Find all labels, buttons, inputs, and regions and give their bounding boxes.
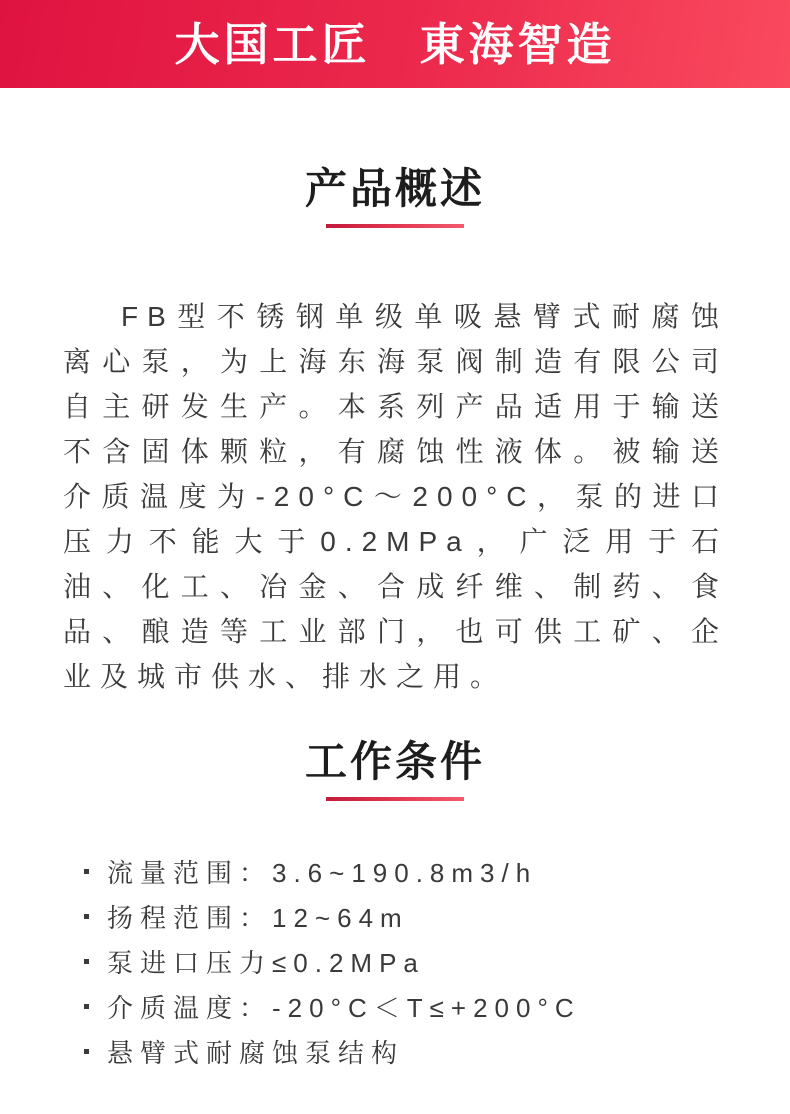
banner-title: 大国工匠 東海智造	[174, 18, 616, 70]
overview-paragraph: FB型不锈钢单级单吸悬臂式耐腐蚀离心泵，为上海东海泵阀制造有限公司自主研发生产。本系列产品适用于输送不含固体颗粒，有腐蚀性液体。被输送介质温度为-20°C～200°C，泵的进口压力不能大于0.2MPa，广泛用于石油、化工、冶金、合成纤维、制药、食品、酿造等工业部门，也可供工矿、企业及城市供水、排水之用。	[63, 301, 728, 692]
conditions-list	[0, 849, 790, 1074]
condition-text: 悬臂式耐腐蚀泵结构	[107, 1038, 405, 1068]
condition-text: 流量范围：3.6~190.8m3/h	[107, 858, 538, 888]
top-banner	[0, 0, 790, 88]
condition-item-medium-temperature	[84, 984, 790, 1029]
condition-item-pump-structure	[84, 1029, 790, 1074]
condition-text: 介质温度：-20°C＜T≤+200°C	[107, 993, 581, 1023]
condition-item-inlet-pressure	[84, 939, 790, 984]
conditions-title: 工作条件	[304, 738, 485, 785]
bullet-icon	[84, 914, 89, 919]
conditions-title-underline	[326, 797, 464, 801]
overview-title: 产品概述	[304, 165, 485, 212]
bullet-icon	[84, 1049, 89, 1054]
overview-section	[0, 164, 790, 699]
conditions-heading	[0, 737, 790, 801]
overview-title-underline	[326, 224, 464, 228]
condition-item-flow-range	[84, 849, 790, 894]
condition-text: 扬程范围：12~64m	[107, 903, 409, 933]
condition-item-head-range	[84, 894, 790, 939]
overview-heading	[0, 164, 790, 228]
bullet-icon	[84, 959, 89, 964]
bullet-icon	[84, 869, 89, 874]
conditions-section	[0, 737, 790, 1074]
condition-text: 泵进口压力≤0.2MPa	[107, 948, 425, 978]
bullet-icon	[84, 1004, 89, 1009]
